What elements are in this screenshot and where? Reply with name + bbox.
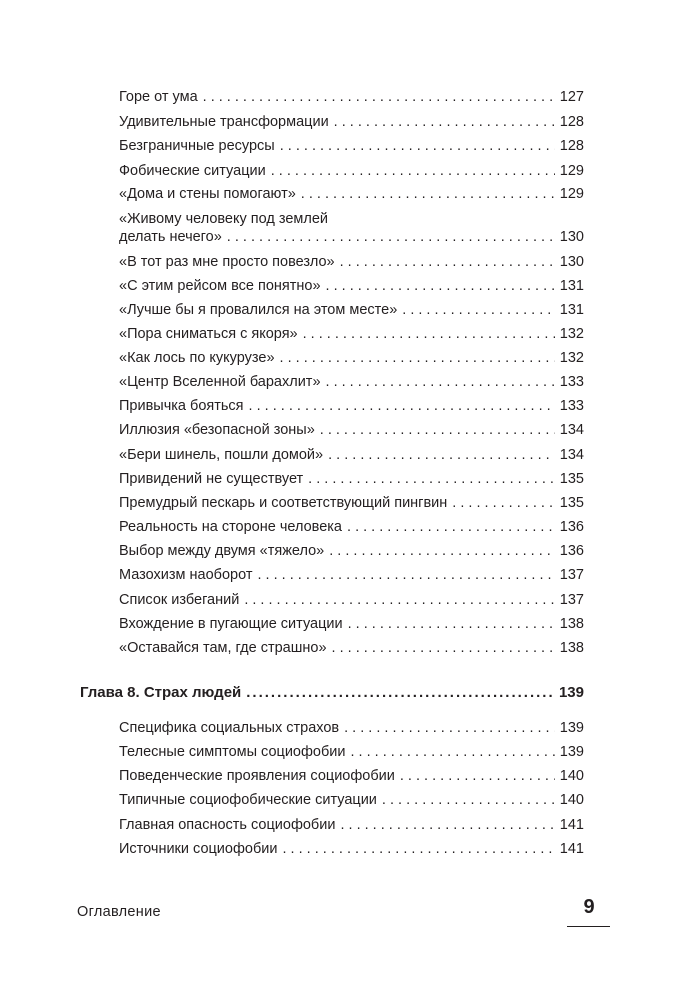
dot-leader [402,301,555,319]
toc-entry [119,494,584,512]
toc-entry-page: 136 [559,519,584,535]
toc-entry [119,185,584,203]
toc-entry [119,591,584,609]
toc-entry-page: 136 [559,543,584,559]
toc-entry [119,615,584,633]
toc-entry-title: Список избеганий [119,592,240,608]
dot-leader [344,719,555,737]
dot-leader [280,137,555,155]
toc-entry-title: Иллюзия «безопасной зоны» [119,422,315,438]
toc-entry-page: 130 [559,254,584,270]
toc-chapter-heading [80,684,584,702]
toc-entry-page: 134 [559,422,584,438]
toc-entry-page: 130 [559,229,584,245]
dot-leader [328,446,555,464]
toc-entry [119,325,584,343]
toc-entry-title: «Как лось по кукурузе» [119,350,275,366]
toc-entry-page: 140 [559,792,584,808]
toc-entry [119,253,584,271]
toc-entry-title-first-line: «Живому человеку под землей [119,211,329,227]
toc-entry-page: 137 [559,592,584,608]
dot-leader [257,566,554,584]
toc-entry-title: Источники социофобии [119,841,278,857]
dot-leader [334,113,555,131]
toc-entry [119,816,584,834]
dot-leader [271,162,555,180]
dot-leader [332,639,555,657]
toc-entry-page: 138 [559,640,584,656]
toc-entry-title: Привидений не существует [119,471,304,487]
chapter-page: 139 [558,684,584,701]
toc-entry-title: Привычка бояться [119,398,244,414]
running-footer-label: Оглавление [77,904,161,920]
page-number: 9 [583,896,595,918]
toc-entry-title: «В тот раз мне просто повезло» [119,254,335,270]
toc-entry-page: 140 [559,768,584,784]
toc-entry [119,639,584,657]
toc-entry-title: делать нечего» [119,229,222,245]
toc-entry-page: 133 [559,374,584,390]
dot-leader [326,277,555,295]
toc-entry-title: Горе от ума [119,89,198,105]
toc-entry [119,421,584,439]
toc-entry-title: Поведенческие проявления социофобии [119,768,395,784]
toc-entry [119,228,584,246]
toc-entry-page: 131 [559,278,584,294]
toc-entry-title: Фобические ситуации [119,163,266,179]
toc-entry-title: Специфика социальных страхов [119,720,340,736]
dot-leader [301,185,555,203]
toc-entry-page: 135 [559,471,584,487]
toc-entry-title: «Дома и стены помогают» [119,186,296,202]
toc-entry [119,446,584,464]
page-number-rule [567,926,610,927]
dot-leader [348,615,555,633]
toc-entry-page: 129 [559,186,584,202]
dot-leader [452,494,555,512]
toc-entry [119,542,584,560]
dot-leader [282,840,554,858]
toc-entry-page: 134 [559,447,584,463]
toc-entry [119,397,584,415]
dot-leader [308,470,555,488]
toc-entry [119,470,584,488]
dot-leader [280,349,555,367]
dot-leader [320,421,555,439]
toc-entry [119,349,584,367]
toc-entry-page: 132 [559,326,584,342]
dot-leader [340,816,554,834]
toc-entry-title: Удивительные трансформации [119,114,329,130]
toc-entry [119,88,584,106]
toc-entry [119,373,584,391]
toc-entry-title: «Оставайся там, где страшно» [119,640,327,656]
toc-entry [119,137,584,155]
toc-entry-page: 129 [559,163,584,179]
dot-leader [347,518,555,536]
dot-leader [303,325,555,343]
toc-entry [119,301,584,319]
toc-entry-title: Главная опасность социофобии [119,817,336,833]
toc-entry-title: «Пора сниматься с якоря» [119,326,298,342]
dot-leader [326,373,555,391]
toc-entry-page: 139 [559,720,584,736]
toc-entry [119,791,584,809]
toc-entry-page: 131 [559,302,584,318]
toc-entry-title: «Бери шинель, пошли домой» [119,447,324,463]
dot-leader [351,743,555,761]
toc-entry-page: 133 [559,398,584,414]
toc-entry-page: 127 [559,89,584,105]
toc-entry-page: 138 [559,616,584,632]
dot-leader [203,88,555,106]
toc-entry-page: 139 [559,744,584,760]
toc-entry [119,277,584,295]
dot-leader [400,767,555,785]
dot-leader [244,591,554,609]
toc-entry-title: Вхождение в пугающие ситуации [119,616,343,632]
toc-entry-title: Типичные социофобические ситуации [119,792,377,808]
toc-entry-title: Премудрый пескарь и соответствующий пингвин [119,495,448,511]
toc-entry [119,162,584,180]
dot-leader [246,684,554,702]
toc-entry-title: «Центр Вселенной барахлит» [119,374,321,390]
toc-entry [119,113,584,131]
toc-entry-title: «С этим рейсом все понятно» [119,278,321,294]
toc-entry-page: 128 [559,138,584,154]
toc-entry [119,767,584,785]
toc-entry [119,566,584,584]
toc-entry-title: «Лучше бы я провалился на этом месте» [119,302,398,318]
dot-leader [249,397,555,415]
dot-leader [227,228,555,246]
toc-entry-title: Безграничные ресурсы [119,138,275,154]
toc-entry [119,719,584,737]
dot-leader [382,791,555,809]
toc-entry-title: Реальность на стороне человека [119,519,343,535]
dot-leader [340,253,555,271]
toc-entry [119,518,584,536]
toc-entry-page: 128 [559,114,584,130]
toc-entry-page: 137 [559,567,584,583]
toc-entry-title: Выбор между двумя «тяжело» [119,543,325,559]
toc-entry-title: Мазохизм наоборот [119,567,253,583]
toc-entry-page: 135 [559,495,584,511]
toc-entry-page: 141 [559,817,584,833]
toc-entry-page: 141 [559,841,584,857]
chapter-title: Глава 8. Страх людей [80,684,242,701]
toc-entry-page: 132 [559,350,584,366]
toc-entry [119,840,584,858]
toc-entry [119,743,584,761]
toc-entry-title: Телесные симптомы социофобии [119,744,346,760]
dot-leader [329,542,555,560]
